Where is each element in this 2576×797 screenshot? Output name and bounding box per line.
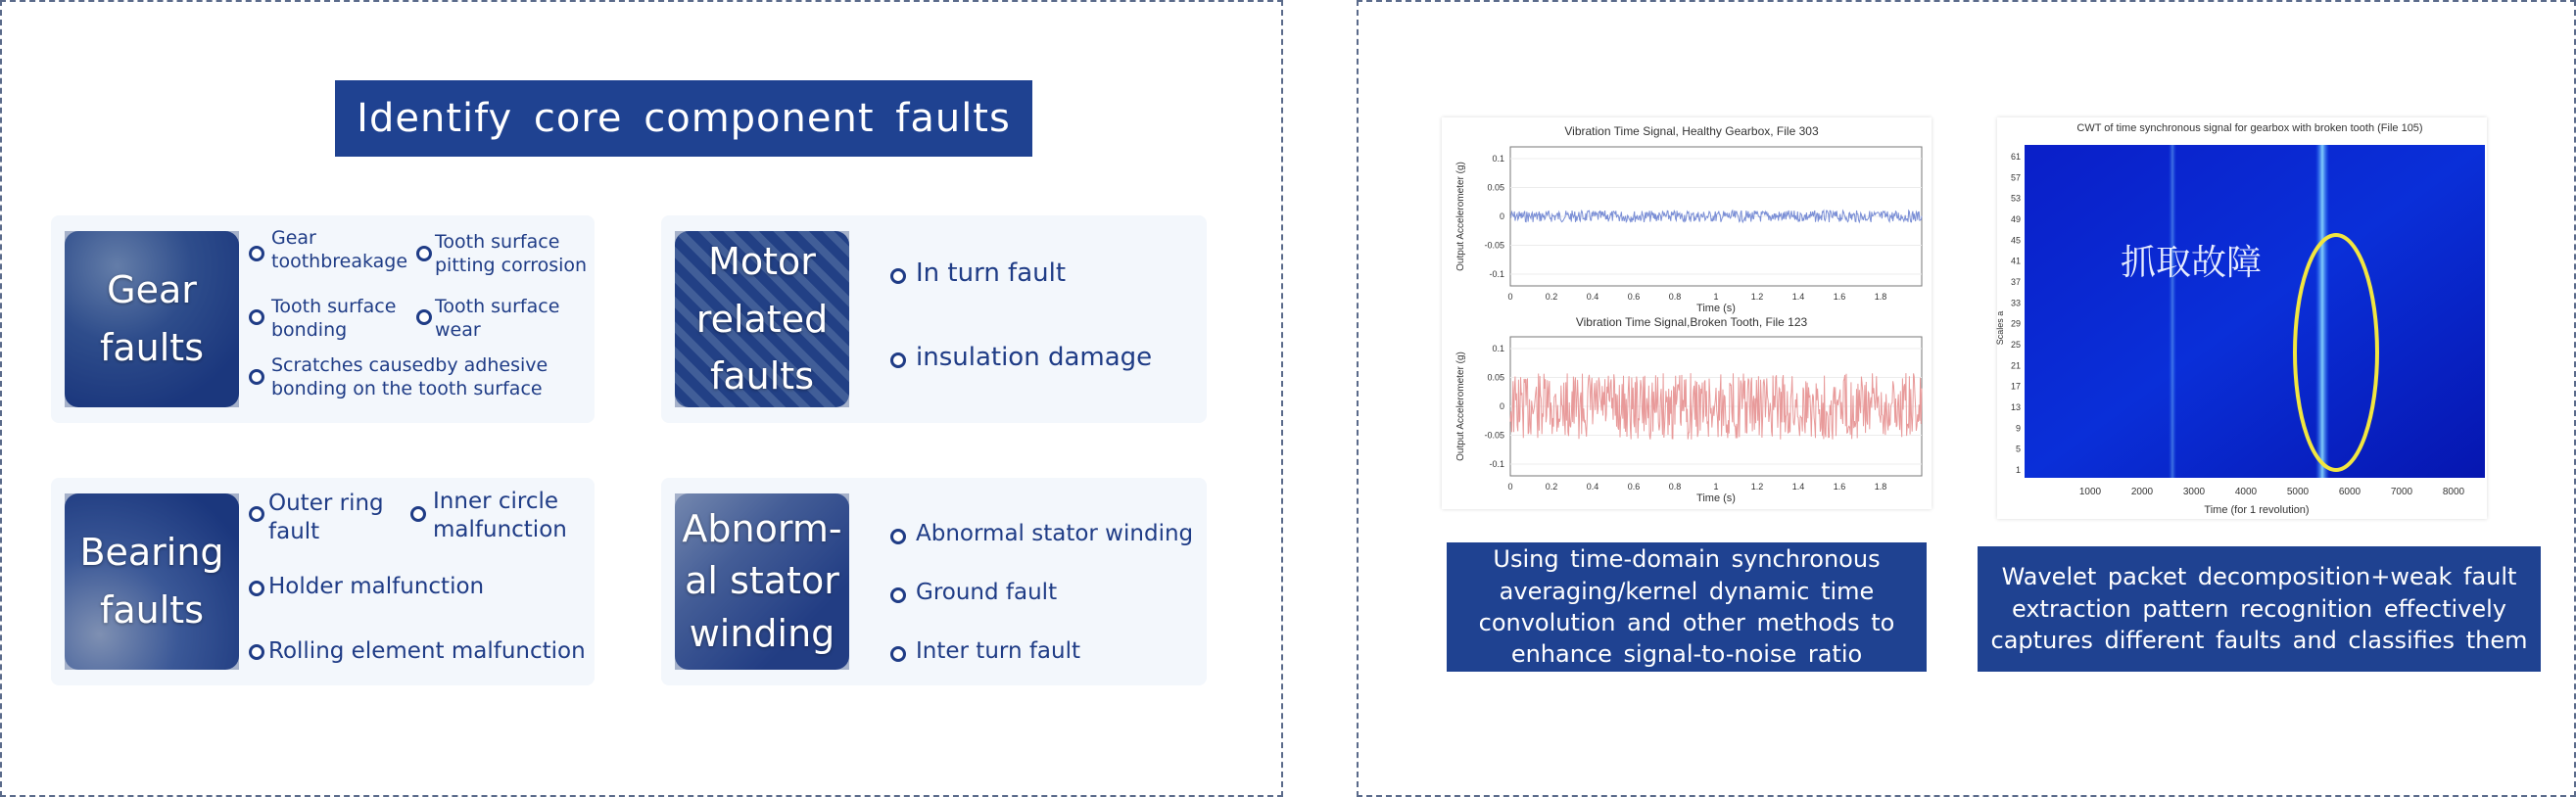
vibration-signal-chart: [1442, 117, 1932, 509]
x-tick-label: 0: [1507, 292, 1513, 302]
gear-faults-card: [51, 215, 595, 423]
bullet-icon: [890, 268, 906, 284]
bearing-item-1: Outer ring fault: [268, 491, 384, 544]
cwt-y-tick-label: 25: [2010, 340, 2021, 350]
cwt-y-tick-label: 13: [2010, 402, 2021, 412]
x-tick-label: 0: [1507, 482, 1513, 492]
vibration-signal-figure: [1442, 117, 1932, 509]
gear-faults-image: [65, 231, 239, 407]
y-tick-label: -0.1: [1489, 459, 1504, 469]
cwt-y-tick-label: 5: [2015, 444, 2021, 454]
motor-title-line1: Motor: [708, 239, 816, 283]
cwt-figure: [1997, 117, 2487, 519]
x-tick-label: 0.8: [1668, 482, 1682, 492]
broken-ylabel: Output Accelerometer (g): [1455, 352, 1466, 461]
right-panel: [1357, 0, 2576, 797]
gear-item-1: Gear toothbreakage: [271, 227, 408, 272]
cwt-y-tick-label: 21: [2010, 360, 2021, 371]
x-tick-label: 0.2: [1545, 292, 1558, 302]
cwt-y-tick-label: 1: [2015, 465, 2021, 475]
cwt-x-tick-label: 6000: [2338, 487, 2361, 497]
cwt-y-tick-label: 57: [2010, 172, 2021, 183]
motor-title-line2: related: [695, 297, 829, 341]
gear-title-line1: Gear: [107, 268, 197, 312]
x-tick-label: 1.2: [1750, 292, 1764, 302]
x-tick-label: 1: [1713, 482, 1719, 492]
gear-title-line2: faults: [99, 326, 204, 369]
cwt-y-tick-label: 9: [2015, 423, 2021, 434]
bullet-icon: [249, 246, 264, 261]
x-tick-label: 0.4: [1586, 292, 1599, 302]
cwt-x-tick-label: 4000: [2234, 487, 2258, 497]
gear-item-2: Tooth surface pitting corrosion: [435, 231, 588, 276]
x-tick-label: 1.4: [1791, 482, 1805, 492]
y-tick-label: -0.05: [1484, 430, 1504, 441]
y-tick-label: -0.1: [1489, 269, 1504, 279]
x-tick-label: 1.4: [1791, 292, 1805, 302]
x-tick-label: 1: [1713, 292, 1719, 302]
bullet-icon: [249, 309, 264, 325]
cwt-plot-area: [2025, 145, 2485, 478]
left-panel: [0, 0, 1283, 797]
stator-faults-image: [675, 493, 849, 670]
y-tick-label: 0.1: [1492, 154, 1504, 164]
bearing-item-2: Inner circle malfunction: [433, 489, 567, 542]
cwt-y-tick-label: 49: [2010, 214, 2021, 224]
cwt-xlabel: Time (for 1 revolution): [2204, 504, 2310, 516]
cwt-title: CWT of time synchronous signal for gearbox with broken tooth (File 105): [2076, 122, 2423, 134]
motor-faults-card: [661, 215, 1207, 423]
bullet-icon: [249, 581, 264, 596]
cwt-y-tick-label: 61: [2010, 152, 2021, 162]
y-tick-label: 0.05: [1487, 182, 1504, 193]
x-tick-label: 1.8: [1874, 482, 1887, 492]
cwt-y-tick-label: 53: [2010, 193, 2021, 204]
bearing-item-3: Holder malfunction: [268, 574, 485, 599]
bullet-icon: [416, 309, 432, 325]
bullet-icon: [890, 587, 906, 603]
cwt-y-tick-label: 33: [2010, 298, 2021, 308]
x-tick-label: 0.4: [1586, 482, 1599, 492]
cwt-streak-faint: [2169, 145, 2176, 478]
bearing-faults-card: [51, 478, 595, 685]
gear-item-4: Tooth surface wear: [435, 296, 560, 341]
bearing-item-4: Rolling element malfunction: [268, 638, 586, 664]
stator-title-line2: al stator: [685, 559, 839, 603]
cwt-ylabel: Scales a: [1995, 310, 2005, 346]
bearing-title-line1: Bearing: [79, 531, 224, 575]
cwt-x-tick-label: 1000: [2078, 487, 2102, 497]
bullet-icon: [410, 506, 426, 522]
bullet-icon: [890, 529, 906, 544]
stator-item-3: Inter turn fault: [916, 638, 1081, 664]
stator-item-1: Abnormal stator winding: [916, 521, 1194, 546]
gear-item-3: Tooth surface bonding: [271, 296, 397, 341]
x-tick-label: 0.6: [1627, 292, 1641, 302]
y-tick-label: 0.05: [1487, 372, 1504, 383]
caption-right: Wavelet packet decomposition+weak fault extraction pattern recognition effectively captures different faults and classifies them: [1978, 546, 2541, 672]
bullet-icon: [249, 369, 264, 385]
y-tick-label: -0.05: [1484, 240, 1504, 251]
x-tick-label: 0.8: [1668, 292, 1682, 302]
stator-item-2: Ground fault: [916, 580, 1058, 605]
y-tick-label: 0.1: [1492, 344, 1504, 353]
cwt-y-tick-label: 17: [2010, 381, 2021, 392]
healthy-xlabel: Time (s): [1696, 303, 1736, 314]
x-tick-label: 1.6: [1833, 482, 1846, 492]
broken-xlabel: Time (s): [1696, 492, 1736, 504]
motor-item-1: In turn fault: [916, 258, 1067, 288]
cwt-y-tick-label: 29: [2010, 318, 2021, 329]
broken-chart-title: Vibration Time Signal,Broken Tooth, File 123: [1575, 315, 1808, 329]
stator-title-line3: winding: [689, 611, 835, 655]
page-title: Identify core component faults: [335, 80, 1032, 157]
cwt-streak: [2315, 145, 2329, 478]
bullet-icon: [249, 644, 264, 660]
cwt-chart: [1997, 117, 2487, 519]
motor-title-line3: faults: [709, 354, 814, 398]
x-tick-label: 0.2: [1545, 482, 1558, 492]
y-tick-label: 0: [1499, 401, 1504, 411]
bearing-faults-image: [65, 493, 239, 670]
healthy-chart-title: Vibration Time Signal, Healthy Gearbox, File 303: [1564, 124, 1819, 138]
healthy-ylabel: Output Accelerometer (g): [1455, 162, 1466, 271]
cwt-x-tick-label: 5000: [2286, 487, 2310, 497]
bullet-icon: [249, 506, 264, 522]
cwt-y-tick-label: 41: [2010, 256, 2021, 266]
bearing-title-line2: faults: [99, 588, 204, 632]
motor-faults-image: [675, 231, 849, 407]
x-tick-label: 1.8: [1874, 292, 1887, 302]
cwt-y-tick-label: 37: [2010, 277, 2021, 287]
x-tick-label: 1.2: [1750, 482, 1764, 492]
cwt-x-tick-label: 2000: [2130, 487, 2154, 497]
cwt-y-tick-label: 45: [2010, 235, 2021, 246]
gear-item-5: Scratches causedby adhesive bonding on the tooth surface: [271, 354, 549, 399]
bullet-icon: [890, 352, 906, 368]
cwt-x-tick-label: 3000: [2182, 487, 2206, 497]
cwt-x-tick-label: 7000: [2390, 487, 2413, 497]
bullet-icon: [890, 646, 906, 662]
stator-title-line1: Abnorm-: [682, 507, 842, 551]
stator-faults-card: [661, 478, 1207, 685]
caption-left: Using time-domain synchronous averaging/kernel dynamic time convolution and other methods to enhance signal-to-noise ratio: [1447, 542, 1927, 672]
y-tick-label: 0: [1499, 211, 1504, 221]
x-tick-label: 0.6: [1627, 482, 1641, 492]
bullet-icon: [416, 246, 432, 261]
cwt-annotation: 抓取故障: [2120, 243, 2263, 283]
cwt-x-tick-label: 8000: [2442, 487, 2465, 497]
motor-item-2: insulation damage: [916, 343, 1153, 372]
x-tick-label: 1.6: [1833, 292, 1846, 302]
